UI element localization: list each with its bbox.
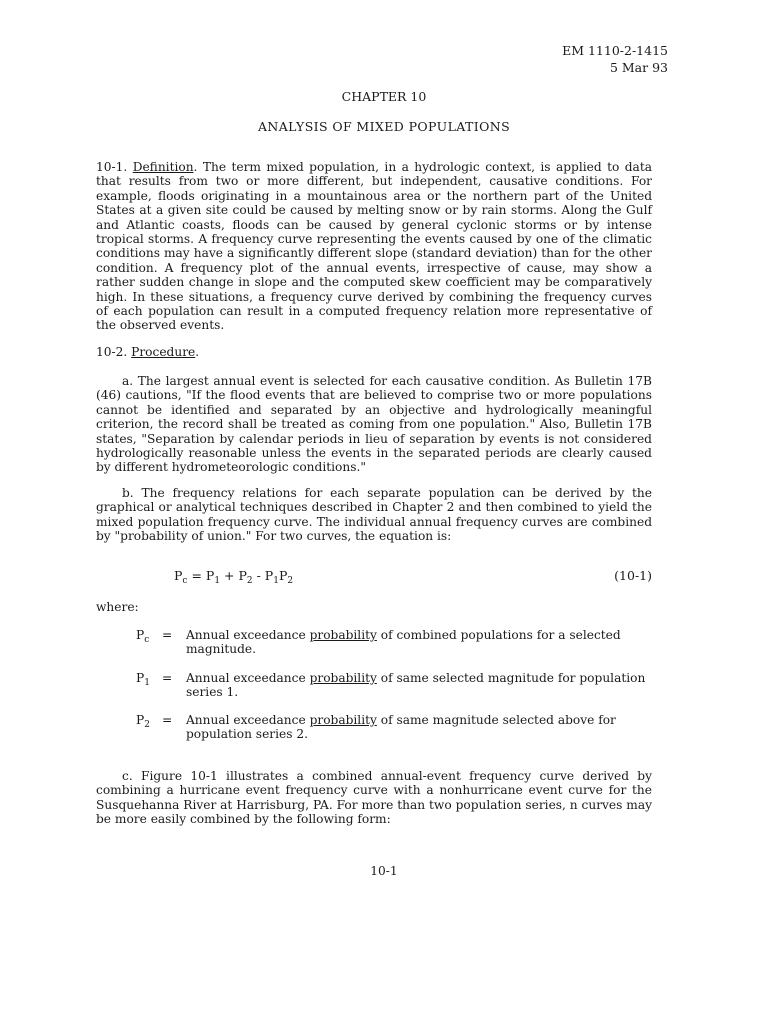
section-body: . The term mixed population, in a hydrologic context, is applied to data that results from two or more different, but independent, causative conditions. For example, floods originating in a mountainous area or the northern part of the United States at a given site could be caused by melting snow or by rain storms. Along the Gulf and Atlantic coasts, floods can be caused by general cyclonic storms or by intense tropical storms. A frequency curve representing the events caused by one of the climatic conditions may have a significantly different slope (standard deviation) than for the other condition. A frequency plot of the annual events, irrespective of cause, may show a rather sudden change in slope and the computed skew coefficient may be comparatively high. In these situations, a frequency curve derived by combining the frequency curves of each population can result in a computed frequency relation more representative of the observed events. <box>96 160 652 333</box>
where-label: where: <box>96 600 139 614</box>
page-number: 10-1 <box>370 864 398 878</box>
section-heading: Procedure <box>131 345 196 359</box>
document-number: EM 1110-2-1415 <box>562 43 668 58</box>
section-procedure <box>96 345 652 359</box>
definition-symbol: $P_c$ <box>136 628 150 645</box>
definition-symbol: $P_2$ <box>136 713 150 730</box>
equation-number: (10-1) <box>614 568 652 583</box>
document-header <box>562 42 668 76</box>
chapter-title: ANALYSIS OF MIXED POPULATIONS <box>257 119 511 134</box>
paragraph-c: c. Figure 10-1 illustrates a combined annual-event frequency curve derived by combining a hurricane event frequency curve with a nonhurricane event curve for the Susquehanna River at Harrisburg, PA. For more than two population series, n curves may be more easily combined by the following form: <box>96 769 652 827</box>
paragraph-b: b. The frequency relations for each separate population can be derived by the graphical or analytical techniques described in Chapter 2 and then combined to yield the mixed population frequency curve. The individual annual frequency curves are combined by "probability of union." For two curves, the equation is: <box>96 486 652 544</box>
chapter-heading: CHAPTER 10 <box>341 89 427 104</box>
section-number: 10-2. <box>96 345 128 359</box>
definition-text: Annual exceedance probability of same magnitude selected above for population series 2. <box>186 713 616 742</box>
section-number: 10-1. <box>96 160 128 174</box>
definition-symbol: $P_1$ <box>136 671 150 688</box>
section-heading-period: . <box>195 345 200 359</box>
section-heading: Definition <box>132 160 194 174</box>
section-definition <box>96 160 652 333</box>
document-page: EM 1110-2-1415 5 Mar 93 CHAPTER 10 ANALYSIS OF MIXED POPULATIONS 10-1. Definition. The term mixed population, in a hydrologic context, is applied to data that results from two or more different, but independent, causative conditions. For example, floods originating in a mountainous area or the northern part of the United States at a given site could be caused by melting snow or by rain storms. Along the Gulf and Atlantic coasts, floods can be caused by general cyclonic storms or by intense tropical storms. A frequency curve representing the events caused by one of the climatic conditions may have a significantly different slope (standard deviation) than for the other condition. A frequency plot of the annual events, irrespective of cause, may show a rather sudden change in slope and the computed skew coefficient may be comparatively high. In these situations, a frequency curve derived by combining the frequency curves of each population can result in a computed frequency relation more representative of the observed events. 10-2. Procedure. a. The largest annual event is selected for each causative condition. As Bulletin 17B (46) cautions, "If the flood events that are believed to comprise two or more populations cannot be identified and separated by an objective and hydrologically meaningful criterion, the record shall be treated as coming from one population." Also, Bulletin 17B states, "Separation by calendar periods in lieu of separation by events is not considered hydrologically reasonable unless the events in the separated periods are clearly caused by different hydrometeorologic conditions." b. The frequency relations for each separate population can be derived by the graphical or analytical techniques described in Chapter 2 and then combined to yield the mixed population frequency curve. The individual annual frequency curves are combined by "probability of union." For two curves, the equation is: $P_c = P_1 + P_2 - P_1P_2$ (10-1) where: $P_c$ = Annual exceedance probability of combined populations for a selected magnitude. $P_1$ = Annual exceedance probability of same selected magnitude for population series 1. $P_2$ = Annual exceedance probability of same magnitude selected above for population series 2. c. Figure 10-1 illustrates a combined annual-event frequency curve derived by combining a hurricane event frequency curve with a nonhurricane event curve for the Susquehanna River at Harrisburg, PA. For more than two population series, n curves may be more easily combined by the following form: 10-1 <box>0 0 768 1024</box>
equation-expression: $P_c = P_1 + P_2 - P_1P_2$ <box>174 568 294 586</box>
definition-text: Annual exceedance probability of same selected magnitude for population series 1. <box>186 671 646 700</box>
paragraph-a: a. The largest annual event is selected for each causative condition. As Bulletin 17B (46) cautions, "If the flood events that are believed to comprise two or more populations cannot be identified and separated by an objective and hydrologically meaningful criterion, the record shall be treated as coming from one population." Also, Bulletin 17B states, "Separation by calendar periods in lieu of separation by events is not considered hydrologically reasonable unless the events in the separated periods are clearly caused by different hydrometeorologic conditions." <box>96 374 652 475</box>
document-date: 5 Mar 93 <box>609 60 668 75</box>
definition-text: Annual exceedance probability of combined populations for a selected magnitude. <box>186 628 621 657</box>
